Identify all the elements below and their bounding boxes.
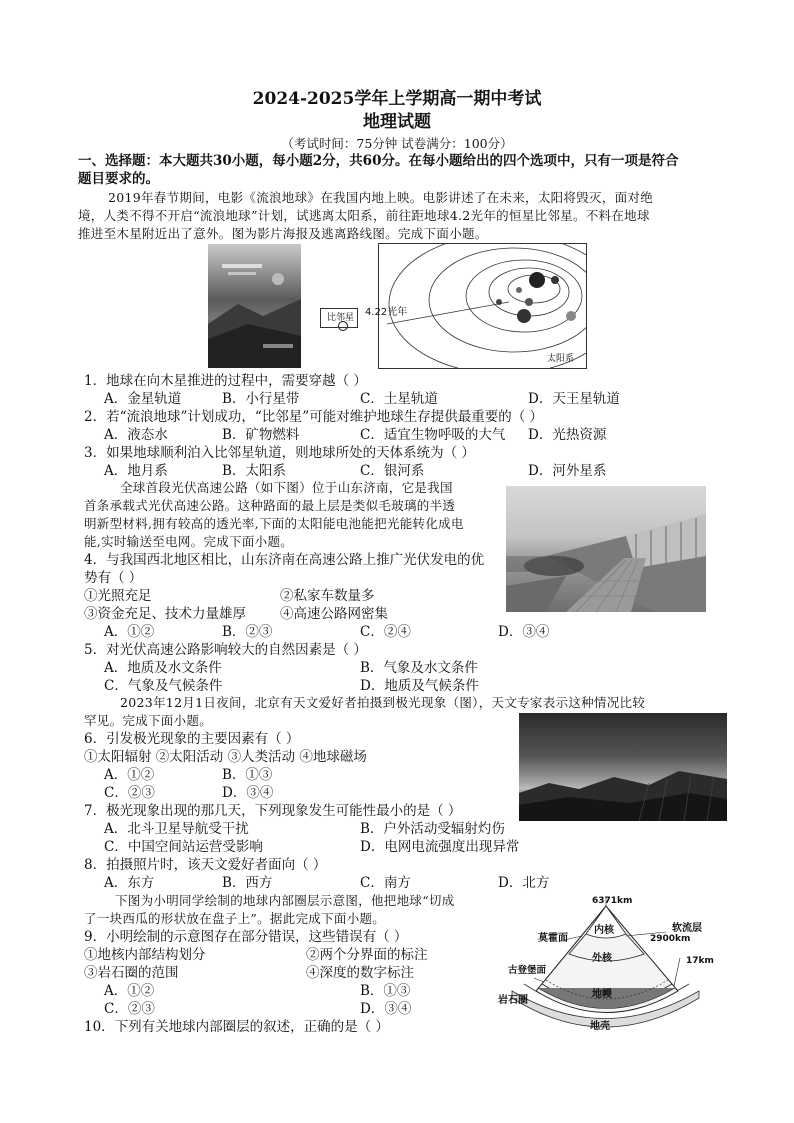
q7-option-c: C．中国空间站运营受影响	[104, 839, 263, 855]
q4-stem-line2: 势有（ ）	[84, 570, 143, 586]
q8-option-d: D．北方	[498, 875, 550, 891]
q6-option-b: B．①③	[222, 767, 273, 783]
passage1-line1: 2019年春节期间，电影《流浪地球》在我国内地上映。电影讲述了在未来，太阳将毁灭，面对绝	[108, 190, 654, 205]
q6-option-c: C．②③	[104, 785, 155, 801]
q4-statement-3: ③资金充足、技术力量雄厚	[84, 606, 246, 622]
q3-option-c: C．银河系	[360, 463, 425, 479]
label-asthenosphere: 软流层	[672, 923, 702, 934]
q4-option-a: A．①②	[104, 624, 155, 640]
q4-option-c: C．②④	[360, 624, 411, 640]
q9-statement-2: ②两个分界面的标注	[306, 947, 428, 963]
q5-option-d: D．地质及气候条件	[360, 678, 479, 694]
label-bilin: 比邻星	[327, 313, 355, 323]
label-17km: 17km	[686, 956, 714, 966]
escape-route-diagram	[327, 243, 587, 369]
q9-option-b: B．①③	[360, 983, 411, 999]
q2-stem: 2．若“流浪地球”计划成功，“比邻星”可能对维护地球生存提供最重要的（ ）	[84, 409, 543, 425]
aurora-photo	[519, 713, 727, 821]
passage2-line3: 明新型材料,拥有较高的透光率,下面的太阳能电池能把光能转化成电	[84, 516, 464, 531]
label-6371km: 6371km	[592, 896, 633, 906]
q4-statement-1: ①光照充足	[84, 588, 152, 604]
q9-statement-4: ④深度的数字标注	[306, 965, 414, 981]
label-outer-core: 外核	[592, 953, 612, 964]
q5-option-a: A．地质及水文条件	[104, 660, 222, 676]
passage3-line2: 罕见。完成下面小题。	[84, 713, 213, 728]
q5-option-c: C．气象及气候条件	[104, 678, 223, 694]
solar-highway-photo	[506, 486, 706, 612]
passage3-line1: 2023年12月1日夜间，北京有天文爱好者拍摄到极光现象（图），天文专家表示这种情况比较	[120, 695, 646, 710]
q7-option-b: B．户外活动受辐射灼伤	[360, 821, 505, 837]
label-lithosphere: 岩石圈	[498, 995, 528, 1006]
proxima-label-box	[320, 308, 358, 328]
q7-stem: 7．极光现象出现的那几天，下列现象发生可能性最小的是（ ）	[84, 803, 462, 819]
q8-option-a: A．东方	[104, 875, 155, 891]
q7-option-d: D．电网电流强度出现异常	[360, 839, 520, 855]
q4-option-b: B．②③	[222, 624, 273, 640]
q6-stem: 6．引发极光现象的主要因素有（ ）	[84, 731, 300, 747]
passage4-line1: 下图为小明同学绘制的地球内部圈层示意图，他把地球“切成	[115, 893, 455, 908]
label-gutenberg: 古登堡面	[508, 965, 547, 976]
q9-option-d: D．③④	[360, 1001, 412, 1017]
passage4-line2: 了一块西瓜的形状放在盘子上”。据此完成下面小题。	[84, 911, 386, 926]
q4-option-d: D．③④	[498, 624, 550, 640]
exam-title: 2024-2025学年上学期高一期中考试	[252, 89, 542, 109]
section-instruction-line1: 一、选择题：本大题共30小题，每小题2分，共60分。在每小题给出的四个选项中，只有一项是符合	[78, 153, 679, 169]
q1-option-d: D．天王星轨道	[528, 391, 620, 407]
passage1-line3: 推进至木星附近出了意外。图为影片海报及逃离路线图。完成下面小题。	[78, 226, 488, 241]
label-solar-system: 太阳系	[547, 354, 575, 364]
passage2-line1: 全球首段光伏高速公路（如下图）位于山东济南，它是我国	[120, 480, 453, 495]
movie-poster-image	[208, 244, 301, 368]
passage1-line2: 境，人类不得不开启“流浪地球”计划，试逃离太阳系，前往距地球4.2光年的恒星比邻星。不料在地球	[78, 208, 650, 223]
jupiter-icon	[517, 309, 531, 323]
q3-stem: 3．如果地球顺利泊入比邻星轨道，则地球所处的天体系统为（ ）	[84, 445, 475, 461]
q3-option-a: A．地月系	[104, 463, 168, 479]
q1-option-a: A．金星轨道	[104, 391, 182, 407]
exam-subtitle: 地理试题	[363, 112, 431, 132]
q9-stem: 9．小明绘制的示意图存在部分错误，这些错误有（ ）	[84, 929, 408, 945]
q6-option-a: A．①②	[104, 767, 155, 783]
q1-option-c: C．土星轨道	[360, 391, 438, 407]
q9-option-c: C．②③	[104, 1001, 155, 1017]
q2-option-d: D．光热资源	[528, 427, 607, 443]
label-moho: 莫霍面	[538, 933, 568, 944]
q8-stem: 8．拍摄照片时，该天文爱好者面向（ ）	[84, 857, 327, 873]
earth-interior-diagram	[494, 896, 714, 1036]
label-inner-core: 内核	[594, 925, 614, 936]
q3-option-b: B．太阳系	[222, 463, 286, 479]
q2-option-b: B．矿物燃料	[222, 427, 300, 443]
q4-statement-2: ②私家车数量多	[280, 588, 375, 604]
label-distance: 4.22光年	[365, 307, 408, 318]
passage2-line4: 能,实时输送至电网。完成下面小题。	[84, 534, 294, 549]
label-mantle: 地幔	[592, 989, 612, 1000]
sun-icon	[529, 272, 545, 288]
passage2-line2: 首条承载式光伏高速公路。这种路面的最上层是类似毛玻璃的半透	[84, 498, 456, 513]
q2-option-a: A．液态水	[104, 427, 168, 443]
q4-statement-4: ④高速公路网密集	[280, 606, 388, 622]
label-crust: 地壳	[590, 1021, 610, 1032]
q5-option-b: B．气象及水文条件	[360, 660, 478, 676]
q5-stem: 5．对光伏高速公路影响较大的自然因素是（ ）	[84, 642, 367, 658]
label-2900km: 2900km	[650, 934, 691, 944]
q9-option-a: A．①②	[104, 983, 155, 999]
q3-option-d: D．河外星系	[528, 463, 607, 479]
q9-statement-3: ③岩石圈的范围	[84, 965, 179, 981]
q8-option-c: C．南方	[360, 875, 411, 891]
q2-option-c: C．适宜生物呼吸的大气	[360, 427, 506, 443]
q7-option-a: A．北斗卫星导航受干扰	[104, 821, 249, 837]
section-instruction-line2: 题目要求的。	[78, 171, 159, 187]
q8-option-b: B．西方	[222, 875, 273, 891]
q6-option-d: D．③④	[222, 785, 274, 801]
q1-option-b: B．小行星带	[222, 391, 300, 407]
q6-statements: ①太阳辐射 ②太阳活动 ③人类活动 ④地球磁场	[84, 749, 367, 765]
q9-statement-1: ①地核内部结构划分	[84, 947, 206, 963]
exam-info: （考试时间：75分钟 试卷满分：100分）	[281, 136, 513, 151]
q10-stem: 10．下列有关地球内部圈层的叙述，正确的是（ ）	[84, 1019, 389, 1035]
q1-stem: 1．地球在向木星推进的过程中，需要穿越（ ）	[84, 373, 367, 389]
q4-stem-line1: 4．与我国西北地区相比，山东济南在高速公路上推广光伏发电的优	[84, 552, 485, 568]
